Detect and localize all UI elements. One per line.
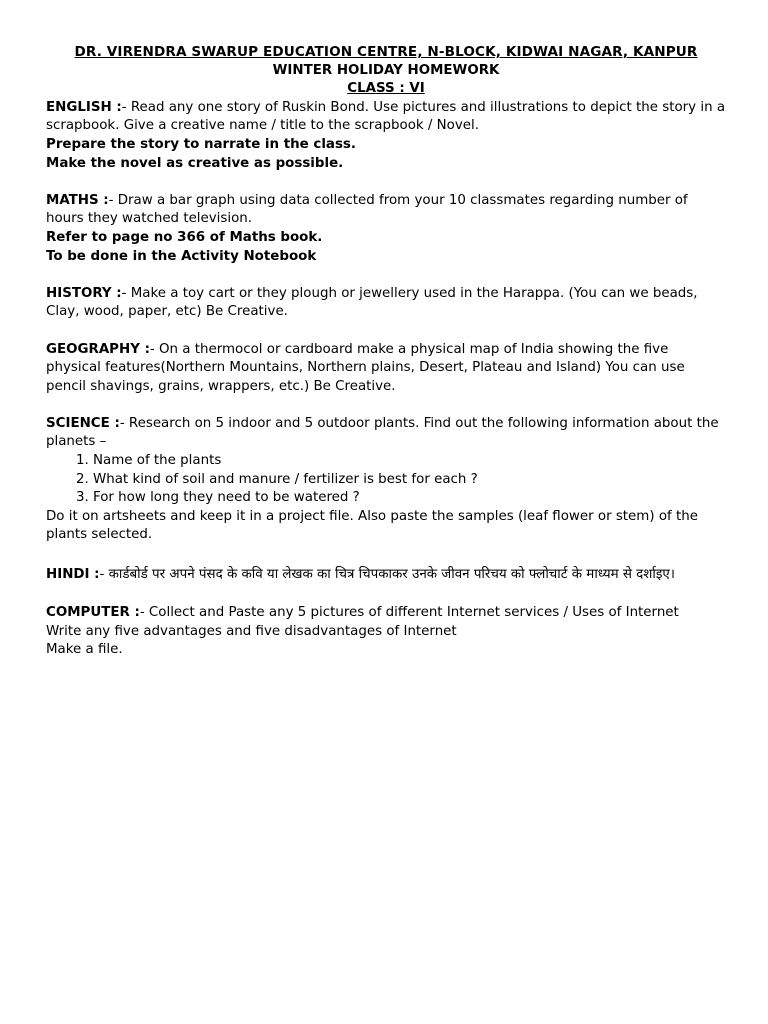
maths-instruction-2: To be done in the Activity Notebook bbox=[46, 248, 317, 264]
maths-label: MATHS : bbox=[46, 192, 109, 208]
science-list bbox=[46, 452, 726, 508]
maths-instruction-1: Refer to page no 366 of Maths book. bbox=[46, 229, 323, 245]
history-label: HISTORY : bbox=[46, 285, 122, 301]
computer-line-2: Make a file. bbox=[46, 642, 123, 658]
english-instruction-1: Prepare the story to narrate in the class. bbox=[46, 136, 356, 152]
list-item: 2. What kind of soil and manure / fertilizer is best for each ? bbox=[93, 471, 726, 490]
document-title: WINTER HOLIDAY HOMEWORK bbox=[272, 62, 500, 78]
maths-text: MATHS :- Draw a bar graph using data collected from your 10 classmates regarding number of hours they watched television. bbox=[46, 192, 688, 227]
school-name: DR. VIRENDRA SWARUP EDUCATION CENTRE, N-BLOCK, KIDWAI NAGAR, KANPUR bbox=[74, 44, 698, 60]
english-label: ENGLISH : bbox=[46, 99, 122, 115]
class-heading: CLASS : VI bbox=[347, 81, 425, 97]
hindi-label: HINDI : bbox=[46, 566, 100, 582]
computer-label: COMPUTER : bbox=[46, 605, 140, 621]
science-label: SCIENCE : bbox=[46, 415, 120, 431]
english-section bbox=[46, 99, 726, 173]
list-item: 3. For how long they need to be watered ? bbox=[93, 489, 726, 508]
computer-text: COMPUTER :- Collect and Paste any 5 pictures of different Internet services / Uses of Internet bbox=[46, 605, 679, 621]
history-section bbox=[46, 285, 726, 322]
geography-text: GEOGRAPHY :- On a thermocol or cardboard make a physical map of India showing the five physical features(Northern Mountains, Northern plains, Desert, Plateau and Island) You can use pencil shavings, grains, wrappers, etc.) Be Creative. bbox=[46, 341, 685, 394]
science-section bbox=[46, 415, 726, 545]
geography-section bbox=[46, 341, 726, 397]
english-instruction-2: Make the novel as creative as possible. bbox=[46, 155, 344, 171]
hindi-section bbox=[46, 564, 726, 586]
computer-line-1: Write any five advantages and five disadvantages of Internet bbox=[46, 623, 457, 639]
hindi-text: HINDI :- कार्डबोर्ड पर अपने पंसद के कवि या लेखक का चित्र चिपकाकर उनके जीवन परिचय को फ्लोचार्ट के माध्यम से दर्शाइए। bbox=[46, 566, 675, 582]
english-text: ENGLISH :- Read any one story of Ruskin Bond. Use pictures and illustrations to depict the story in a scrapbook. Give a creative name / title to the scrapbook / Novel. bbox=[46, 99, 726, 134]
geography-label: GEOGRAPHY : bbox=[46, 341, 150, 357]
science-footer: Do it on artsheets and keep it in a project file. Also paste the samples (leaf flower or stem) of the plants selected. bbox=[46, 508, 698, 543]
computer-section bbox=[46, 604, 726, 660]
list-item: 1. Name of the plants bbox=[93, 452, 726, 471]
maths-section bbox=[46, 192, 726, 266]
science-text: SCIENCE :- Research on 5 indoor and 5 outdoor plants. Find out the following information about the planets – bbox=[46, 415, 719, 450]
history-text: HISTORY :- Make a toy cart or they plough or jewellery used in the Harappa. (You can we beads, Clay, wood, paper, etc) Be Creative. bbox=[46, 285, 698, 320]
homework-document bbox=[46, 43, 726, 679]
